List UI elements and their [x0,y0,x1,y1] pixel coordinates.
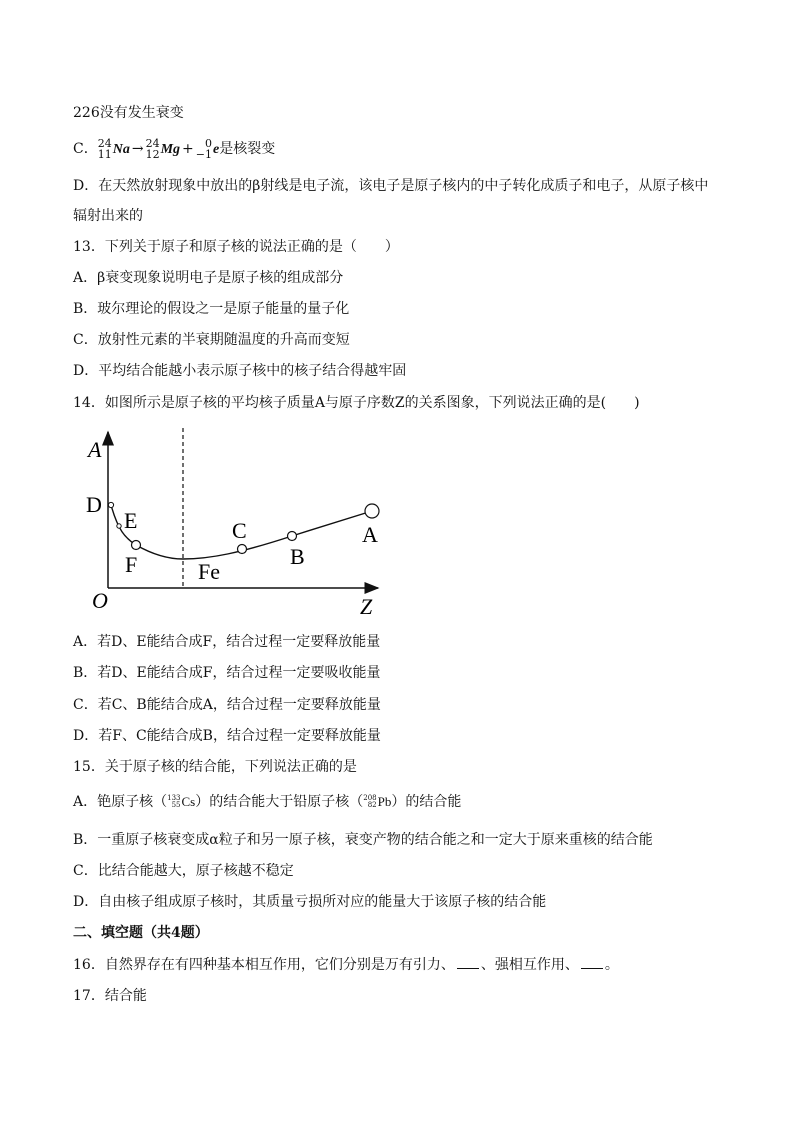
point-a [365,504,379,518]
nucleon-mass-graph [80,420,400,620]
q17-text: 17．结合能 [73,988,147,1004]
q15-option-c: C．比结合能越大，原子核越不稳定 [73,863,294,879]
point-b [288,532,297,541]
nuclide-na: 24 11 Na [97,137,130,161]
option-d-line2: 辐射出来的 [73,208,143,224]
q13-option-b: B．玻尔理论的假设之一是原子能量的量子化 [73,301,350,317]
q13-option-d: D．平均结合能越小表示原子核中的核子结合得越牢固 [73,363,407,379]
nuclide-pb: 208 82 Pb [363,794,392,809]
point-e [117,524,121,528]
q14-option-a: A．若D、E能结合成F，结合过程一定要释放能量 [73,634,381,650]
axis-label-a: A [88,437,102,462]
point-c [238,545,247,554]
q15-option-d: D．自由核子组成原子核时，其质量亏损所对应的能量大于该原子核的结合能 [73,894,547,910]
q13-option-a: A．β衰变现象说明电子是原子核的组成部分 [73,270,344,286]
q15-option-b: B．一重原子核衰变成α粒子和另一原子核，衰变产物的结合能之和一定大于原来重核的结合能 [73,832,653,848]
label-b: B [290,544,305,569]
label-a: A [362,522,378,547]
q14-option-c: C．若C、B能结合成A，结合过程一定要释放能量 [73,697,381,713]
q15-option-a: A．铯原子核（ 133 55 Cs）的结合能大于铅原子核（ 208 82 Pb）的结合能 [73,794,462,810]
nuclide-electron: 0 −1 e [195,137,220,161]
label-c: C [232,518,247,543]
fill-blank-2[interactable] [581,956,603,969]
arrow: → [131,141,144,157]
q14-stem: 14．如图所示是原子核的平均核子质量A与原子序数Z的关系图象，下列说法正确的是( ) [73,395,640,411]
point-d [108,502,113,507]
q16-text: 16．自然界存在有四种基本相互作用，它们分别是万有引力、 、强相互作用、 。 [73,957,619,973]
label-f: F [125,552,138,577]
option-c-nuclear-equation: C． 24 11 Na → 24 12 Mg + 0 −1 e是核裂变 [73,137,276,161]
label-e: E [124,508,138,533]
label-d: D [86,492,102,517]
q14-option-b: B．若D、E能结合成F，结合过程一定要吸收能量 [73,665,381,681]
section-heading: 二、填空题（共4题） [73,925,209,941]
fill-blank-1[interactable] [457,956,479,969]
axis-label-z: Z [360,594,373,619]
nuclide-cs: 133 55 Cs [167,794,196,809]
nuclide-mg: 24 12 Mg [145,137,181,161]
option-d-line1: D．在天然放射现象中放出的β射线是电子流，该电子是原子核内的中子转化成质子和电子，从原子核中 [73,178,709,194]
q13-option-c: C．放射性元素的半衰期随温度的升高而变短 [73,332,350,348]
origin-label: O [92,588,108,613]
q15-stem: 15．关于原子核的结合能，下列说法正确的是 [73,759,357,775]
text-line: 226没有发生衰变 [73,105,184,121]
label-fe: Fe [198,559,220,584]
q14-option-d: D．若F、C能结合成B，结合过程一定要释放能量 [73,728,381,744]
q13-stem: 13．下列关于原子和原子核的说法正确的是（ ） [73,239,399,255]
point-f [132,541,141,550]
